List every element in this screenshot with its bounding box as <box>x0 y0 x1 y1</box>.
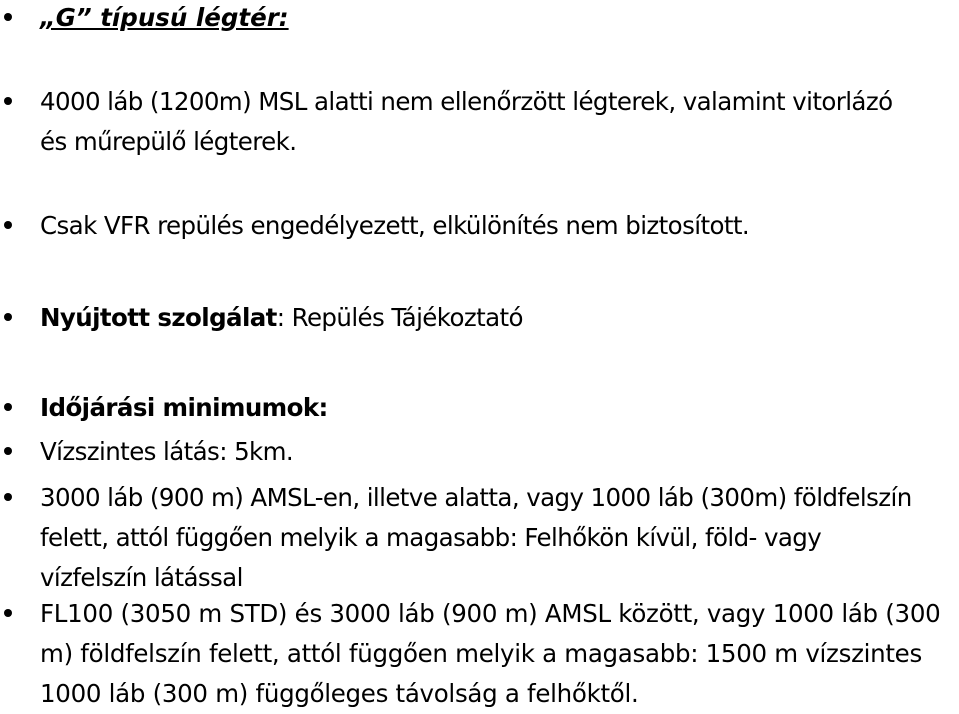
bullet-weather <box>0 388 953 428</box>
bullet-dot-icon <box>4 609 12 617</box>
bullet-g-heading <box>0 0 953 38</box>
bullet-dot-icon <box>4 13 12 21</box>
bullet-text-line: 4000 láb (1200m) MSL alatti nem ellenőrzött légterek, valamint vitorlázó <box>40 87 893 116</box>
bullet-text-line: és műrepülő légterek. <box>40 127 297 156</box>
bullet-dot-icon <box>4 313 12 321</box>
bullet-text-line: felett, attól függően melyik a magasabb: Felhőkön kívül, föld- vagy <box>40 523 822 552</box>
bullet-fl100 <box>0 594 953 714</box>
airspace-heading: „G” típusú légtér: <box>40 3 289 32</box>
bullet-dot-icon <box>4 221 12 229</box>
service-label: Nyújtott szolgálat <box>40 303 277 332</box>
bullet-dot-icon <box>4 97 12 105</box>
bullet-text: Vízszintes látás: 5km. <box>40 437 294 466</box>
bullet-text: Csak VFR repülés engedélyezett, elkülönítés nem biztosított. <box>40 211 750 240</box>
bullet-dot-icon <box>4 447 12 455</box>
bullet-vfr-only <box>0 206 953 246</box>
bullet-visibility <box>0 432 953 472</box>
service-value: Repülés Tájékoztató <box>284 303 523 332</box>
bullet-below-3000 <box>0 478 953 598</box>
bullet-text-line: FL100 (3050 m STD) és 3000 láb (900 m) AMSL között, vagy 1000 láb (300 <box>40 599 941 628</box>
bullet-dot-icon <box>4 403 12 411</box>
bullet-text-line: 1000 láb (300 m) függőleges távolság a felhőktől. <box>40 679 639 708</box>
weather-minimums-heading: Időjárási minimumok: <box>40 393 328 422</box>
bullet-text-line: vízfelszín látással <box>40 563 243 592</box>
bullet-dot-icon <box>4 493 12 501</box>
bullet-altitude <box>0 82 953 162</box>
bullet-service <box>0 298 953 338</box>
bullet-text-line: 3000 láb (900 m) AMSL-en, illetve alatta, vagy 1000 láb (300m) földfelszín <box>40 483 912 512</box>
service-colon: : <box>276 303 285 332</box>
bullet-text-line: m) földfelszín felett, attól függően melyik a magasabb: 1500 m vízszintes <box>40 639 922 668</box>
